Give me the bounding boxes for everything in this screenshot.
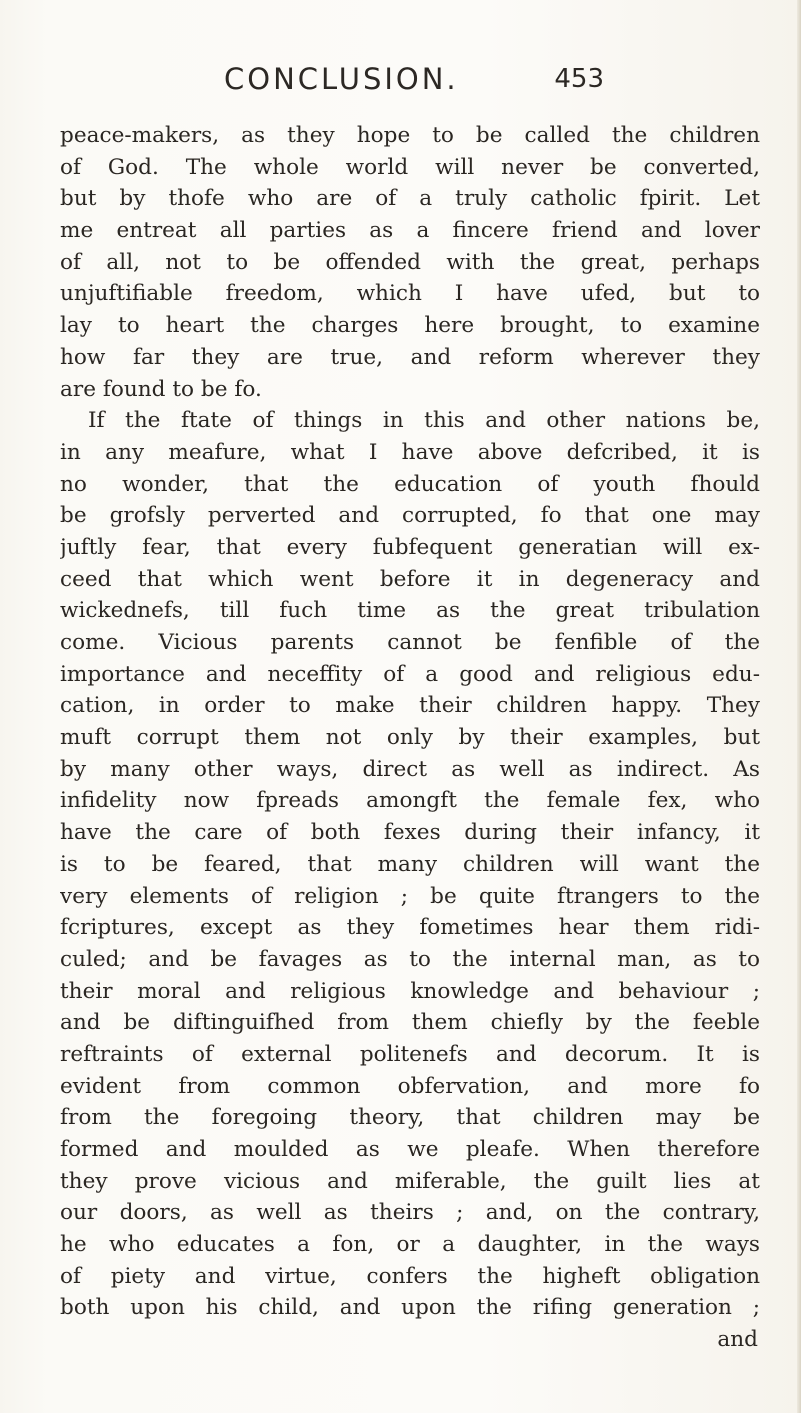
text-line: come. Vicious parents cannot be fenfible of the bbox=[60, 630, 760, 655]
text-line: be grofsly perverted and corrupted, fo that one may bbox=[60, 503, 760, 529]
text-line: are found to be fo. bbox=[60, 376, 262, 402]
text-line: ceed that which went before it in degeneracy and bbox=[60, 566, 760, 592]
text-line: me entreat all parties as a fincere friend and lover bbox=[60, 218, 760, 244]
text-line: of God. The whole world will never be converted, bbox=[60, 154, 760, 180]
page-header bbox=[224, 62, 604, 110]
text-line: from the foregoing theory, that children may be bbox=[60, 1105, 760, 1131]
page-edge bbox=[797, 0, 801, 1413]
text-line: cation, in order to make their children happy. They bbox=[60, 693, 760, 719]
text-line: culed; and be favages as to the internal man, as to bbox=[60, 946, 760, 972]
text-line: he who educates a fon, or a daughter, in the ways bbox=[60, 1232, 760, 1258]
text-line: both upon his child, and upon the rifing generation ; bbox=[60, 1295, 760, 1321]
text-line: no wonder, that the education of youth fhould bbox=[60, 471, 760, 497]
text-line: importance and neceffity of a good and religious edu- bbox=[60, 661, 760, 687]
text-line: evident from common obfervation, and more fo bbox=[60, 1073, 760, 1099]
text-line: their moral and religious knowledge and behaviour ; bbox=[60, 978, 760, 1004]
page-number: 453 bbox=[554, 64, 604, 94]
text-line: and be diftinguifhed from them chiefly by the feeble bbox=[60, 1010, 760, 1036]
text-line: fcriptures, except as they fometimes hear them ridi- bbox=[60, 915, 760, 941]
body-text bbox=[60, 120, 760, 1356]
text-line: wickednefs, till fuch time as the great tribulation bbox=[60, 598, 760, 624]
text-line: is to be feared, that many children will want the bbox=[60, 851, 760, 877]
running-title: CONCLUSION. bbox=[224, 62, 459, 96]
text-line: juftly fear, that every fubfequent generatian will ex- bbox=[60, 534, 760, 560]
catchword: and bbox=[717, 1327, 758, 1353]
text-line: very elements of religion ; be quite ftrangers to the bbox=[60, 883, 760, 909]
text-line: by many other ways, direct as well as indirect. As bbox=[60, 756, 760, 782]
text-line: formed and moulded as we pleafe. When therefore bbox=[60, 1137, 760, 1162]
text-line: unjuftifiable freedom, which I have ufed, but to bbox=[60, 281, 760, 307]
text-line: in any meafure, what I have above defcribed, it is bbox=[60, 439, 760, 465]
text-line: of all, not to be offended with the great, perhaps bbox=[60, 249, 760, 275]
text-line: muft corrupt them not only by their examples, but bbox=[60, 725, 760, 751]
text-line: infidelity now fpreads amongft the female fex, who bbox=[60, 788, 760, 814]
text-line: but by thofe who are of a truly catholic fpirit. Let bbox=[60, 186, 760, 212]
text-line: peace-makers, as they hope to be called the children bbox=[60, 123, 760, 148]
text-line: reftraints of external politenefs and decorum. It is bbox=[60, 1041, 760, 1067]
paragraph-start-line: If the ftate of things in this and other nations be, bbox=[88, 408, 760, 434]
text-line: our doors, as well as theirs ; and, on the contrary, bbox=[60, 1200, 760, 1226]
text-line: have the care of both fexes during their infancy, it bbox=[60, 820, 760, 846]
text-line: lay to heart the charges here brought, to examine bbox=[60, 313, 760, 339]
text-line: they prove vicious and miferable, the guilt lies at bbox=[60, 1168, 760, 1194]
text-line: of piety and virtue, confers the higheft obligation bbox=[60, 1263, 760, 1289]
text-line: how far they are true, and reform wherever they bbox=[60, 344, 760, 370]
